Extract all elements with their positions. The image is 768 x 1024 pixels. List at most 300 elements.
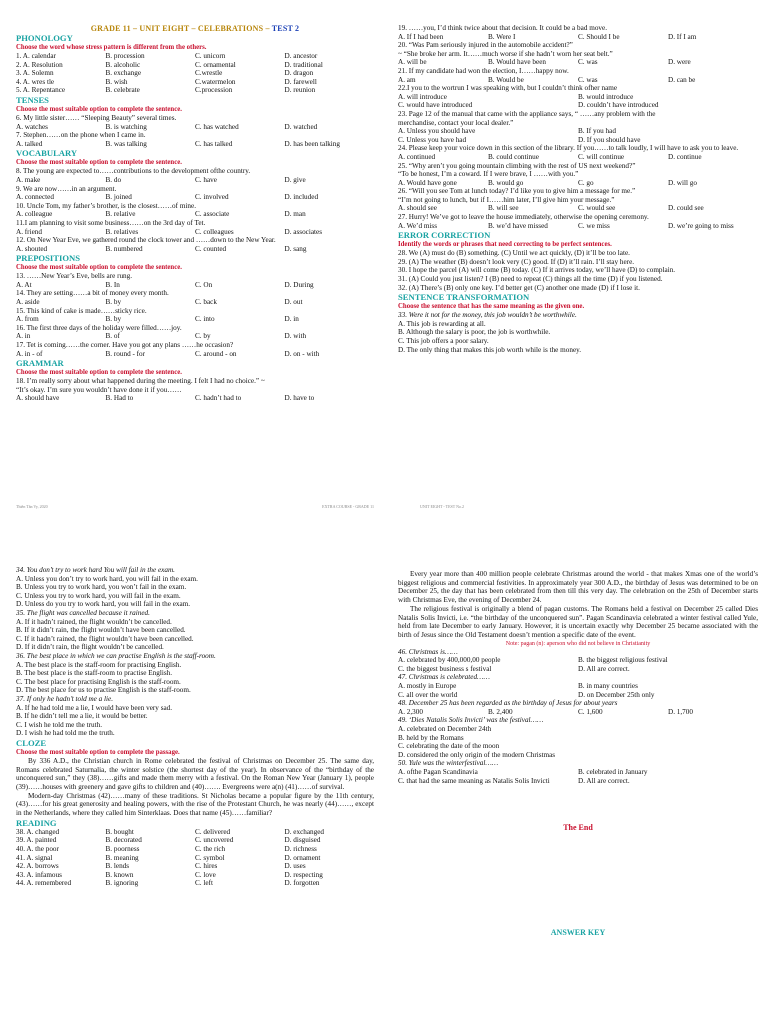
options-47 xyxy=(398,682,758,699)
answer-option: C. I wish he told me the truth. xyxy=(16,720,103,729)
answer-option: A. celebrated on December 24th xyxy=(398,724,492,733)
answer-option: C. colleagues xyxy=(195,227,234,236)
page-1 xyxy=(0,0,384,512)
answer-option: 40. A. the poor xyxy=(16,844,59,853)
answer-option: A. should have xyxy=(16,394,60,403)
question-17: 17. Tet is coming……the corner. Have you got any plans ……he occasion? xyxy=(16,341,234,350)
answer-option: C. the biggest business s festival xyxy=(398,664,492,673)
answer-option: C. love xyxy=(195,870,216,879)
options-14 xyxy=(16,298,374,307)
answer-option: D. During xyxy=(284,280,314,289)
options-46 xyxy=(398,656,758,673)
answer-option: A. Unless you don’t try to work hard, you will fail in the exam. xyxy=(16,574,198,583)
answer-option: C. uncovered xyxy=(195,836,234,845)
answer-option: D. we’re going to miss xyxy=(668,221,734,230)
answer-option: A. should see xyxy=(398,204,437,213)
answer-option: B. relatives xyxy=(105,227,139,236)
answer-option: D. The best place for us to practise English is the staff-room. xyxy=(16,686,191,695)
answer-option: C. ornamental xyxy=(195,60,236,69)
answer-option: D. ancestor xyxy=(284,52,318,60)
reading-option-row xyxy=(16,828,374,837)
question-47: 47. Christmas is celebrated…… xyxy=(398,673,490,682)
answer-option: D. man xyxy=(284,210,306,219)
instruction: Choose the word whose stress pattern is different from the others. xyxy=(16,44,207,51)
answer-option: C. we miss xyxy=(578,221,610,230)
answer-option: A. mostly in Europe xyxy=(398,682,457,690)
answer-option: A. friend xyxy=(16,227,42,236)
answer-option: B. numbered xyxy=(105,244,143,253)
instruction: Identify the words or phrases that need correcting to be perfect sentences. xyxy=(398,241,612,249)
options-7 xyxy=(16,140,374,149)
question-50: 50. Yule was the winterfestival…… xyxy=(398,759,499,768)
answer-option: C. that had the same meaning as Natalis Solis Invicti xyxy=(398,776,550,785)
answer-option: C. Unless you have had xyxy=(398,135,467,144)
answer-option: C. would see xyxy=(578,204,616,213)
answer-option: D. The only thing that makes this job worth while is the money. xyxy=(398,345,582,354)
answer-option: 1. A. calendar xyxy=(16,52,56,60)
error-correction-item: 29. (A) The weather (B) doesn’t look very (C) good. If (D) it’ll rain. I’ll stay here. xyxy=(398,257,635,266)
answer-option: D. richness xyxy=(284,844,317,853)
answer-option: D. give xyxy=(284,175,306,184)
question-12: 12. On New Year Eve, we gathered round the clock tower and ……down to the New Year. xyxy=(16,236,276,245)
answer-option: 4. A. wres tle xyxy=(16,77,55,86)
question-18-reply: “It’s okay. I’m sure you wouldn’t have done it if you…… xyxy=(16,385,182,394)
answer-option: A. If I had been xyxy=(398,32,444,41)
answer-option: A. in - of xyxy=(16,349,43,358)
answer-key-heading: ANSWER KEY xyxy=(550,928,606,938)
answer-option: A. We’d miss xyxy=(398,221,438,230)
answer-option: B. round - for xyxy=(105,349,146,358)
answer-option: D. ornament xyxy=(284,853,321,862)
answer-option: D. uses xyxy=(284,862,306,871)
answer-option: B. In xyxy=(105,280,120,289)
options-16 xyxy=(16,332,374,341)
answer-option: B. The best place is the staff-room to practise English. xyxy=(16,669,173,678)
question-24: 24. Please keep your voice down in this section of the library. If you……to talk loudly, I will have to ask you to leave. xyxy=(398,144,739,153)
page-4 xyxy=(384,512,768,1024)
answer-option: C. would have introduced xyxy=(398,101,473,110)
question-8: 8. The young are expected to……contributions to the development ofthe country. xyxy=(16,167,251,176)
options-13 xyxy=(16,281,374,290)
question-36: 36. The best place in which we can practise English is the staff-room. xyxy=(16,651,216,660)
options-37 xyxy=(16,704,374,738)
answer-option: D. I wish he had told me the truth. xyxy=(16,729,115,738)
phonology-question-row xyxy=(16,78,374,87)
error-correction-item: 30. I hope the parcel (A) will come (B) today. (C) If it arrives today, we’ll have (D) to complain. xyxy=(398,266,676,275)
answer-option: B. bought xyxy=(105,827,134,836)
answer-option: 42. A. borrows xyxy=(16,862,59,871)
question-21: 21. If my candidate had won the election, I……happy now. xyxy=(398,66,569,75)
options-6 xyxy=(16,123,374,132)
answer-option: B. known xyxy=(105,870,134,879)
answer-option: D. watched xyxy=(284,122,318,131)
answer-option: D. can be xyxy=(668,75,696,84)
answer-option: C. The best place for practising English is the staff-room. xyxy=(16,677,181,686)
answer-option: D. If I am xyxy=(668,32,697,41)
answer-option: A. make xyxy=(16,175,41,184)
page-footer xyxy=(400,504,758,509)
page-2 xyxy=(384,0,768,512)
question-27: 27. Hurry! We’ve got to leave the house immediately, otherwise the opening ceremony. xyxy=(398,213,649,222)
question-20-reply: ~ “She broke her arm. It……much worse if she hadn’t worn her seat belt.” xyxy=(398,49,613,58)
options-50 xyxy=(398,768,758,785)
section-tenses: TENSES xyxy=(16,94,49,105)
phonology-question-row xyxy=(16,86,374,95)
answer-option: B. If you had xyxy=(578,127,616,136)
answer-option: B. could continue xyxy=(488,152,539,161)
answer-option: B. celebrated in January xyxy=(578,767,648,776)
cloze-paragraph-1: By 336 A.D., the Christian church in Rome celebrated the festival of Christmas on December 25. The same day, Romans celebrated Saturnalia, the winter solstice (the shortest day of the year). In observance of the “birthday of the unconquered sun,” they (38)……gifts and made them merry with a festival. On the Roman New Year (January 1), people (39)……houses with greenery and gave gifts to children and (40)……. Evergreens were a(n) (41)……of survival. xyxy=(16,756,374,791)
options-24 xyxy=(398,153,758,162)
answer-option: D. has been talking xyxy=(284,139,340,148)
answer-option: A. The best place is the staff-room for practising English. xyxy=(16,660,182,669)
answer-option: B. Were I xyxy=(488,32,516,41)
answer-option: B. the biggest religious festival xyxy=(578,656,668,665)
question-7: 7. Stephen……on the phone when I came in. xyxy=(16,131,146,140)
answer-option: 41. A. signal xyxy=(16,853,53,862)
answer-option: C. celebrating the date of the moon xyxy=(398,742,500,751)
answer-option: B. wish xyxy=(105,77,128,86)
answer-option: C. counted xyxy=(195,244,227,253)
reading-option-row xyxy=(16,845,374,854)
answer-option: B. would go xyxy=(488,178,524,187)
answer-option: C. associate xyxy=(195,210,230,219)
reading-option-row xyxy=(16,854,374,863)
options-23 xyxy=(398,127,758,144)
question-35: 35. The flight was cancelled because it rained. xyxy=(16,608,150,617)
answer-option: D. in xyxy=(284,315,299,324)
reading-options xyxy=(16,828,374,888)
the-end-label: The End xyxy=(563,823,593,833)
answer-option: 3. A. Solemn xyxy=(16,69,54,78)
answer-option: C. delivered xyxy=(195,827,231,836)
options-26 xyxy=(398,204,758,213)
instruction: Choose the most suitable option to complete the sentence. xyxy=(16,264,182,272)
answer-option: C. If it hadn’t rained, the flight wouldn’t have been cancelled. xyxy=(16,634,194,643)
answer-option: D. continue xyxy=(668,152,702,161)
answer-option: D. If you should have xyxy=(578,135,641,144)
answer-option: C. have xyxy=(195,175,217,184)
phonology-question-row xyxy=(16,69,374,78)
options-34 xyxy=(16,575,374,609)
options-20 xyxy=(398,58,758,67)
answer-option: D. on December 25th only xyxy=(578,690,655,699)
answer-option: B. Had to xyxy=(105,394,134,403)
answer-option: C. all over the world xyxy=(398,690,458,699)
section-prepositions: PREPOSITIONS xyxy=(16,253,80,264)
instruction: Choose the most suitable option to complete the passage. xyxy=(16,748,180,756)
instruction: Choose the sentence that has the same meaning as the given one. xyxy=(398,303,585,311)
reading-option-row xyxy=(16,836,374,845)
answer-option: B. exchange xyxy=(105,69,142,78)
answer-option: B. of xyxy=(105,332,120,341)
title-main: GRADE 11 – UNIT EIGHT – CELEBRATIONS – xyxy=(90,24,272,33)
answer-option: C. has talked xyxy=(195,139,233,148)
answer-option: C. involved xyxy=(195,193,229,202)
footer-unit: UNIT EIGHT - TEST No.2 xyxy=(420,504,465,509)
answer-option: A. celebrated by 400,000,00 people xyxy=(398,656,501,665)
answer-option: A. aside xyxy=(16,298,40,307)
options-25 xyxy=(398,179,758,188)
options-8 xyxy=(16,176,374,185)
answer-option: A. will be xyxy=(398,58,427,67)
answer-option: D. exchanged xyxy=(284,827,325,836)
answer-option: A. If he had told me a lie, I would have been very sad. xyxy=(16,703,173,712)
section-cloze: CLOZE xyxy=(16,737,47,748)
footer-course: EXTRA COURSE - GRADE 11 xyxy=(322,504,374,509)
answer-option: D. dragon xyxy=(284,69,314,78)
options-9 xyxy=(16,193,374,202)
answer-option: C. around - on xyxy=(195,349,237,358)
answer-option: B. decorated xyxy=(105,836,142,845)
page-footer xyxy=(16,504,374,509)
footer-author: Thiên Tân Vy, 2020 xyxy=(16,504,48,509)
answer-option: B. would introduce xyxy=(578,92,634,101)
question-16: 16. The first three days of the holiday were filled……joy. xyxy=(16,323,182,332)
question-37: 37. If only he hadn’t told me a lie. xyxy=(16,694,114,703)
error-correction-item: 31. (A) Could you just listen? I (B) need to repeat (C) things all the time (D) if you listened. xyxy=(398,275,663,284)
answer-option: D. farewell xyxy=(284,77,317,86)
error-correction-item: 32. (A) There’s (B) only one key. I’d better get (C) another one made (D) if I lose it. xyxy=(398,283,640,292)
question-19: 19. ……you, I’d think twice about that decision. It could be a bad move. xyxy=(398,24,607,32)
answer-option: D. forgotten xyxy=(284,879,320,888)
error-correction-item: 28. We (A) must do (B) something. (C) Until we act quickly, (D) it’ll be too late. xyxy=(398,249,630,258)
options-12 xyxy=(16,245,374,254)
answer-option: B. lends xyxy=(105,862,130,871)
answer-option: D. considered the only origin of the modern Christmas xyxy=(398,750,556,759)
options-49 xyxy=(398,725,758,759)
section-sentence-transformation: SENTENCE TRANSFORMATION xyxy=(398,292,530,303)
answer-option: C. was xyxy=(578,58,598,67)
answer-option: D. Unless do you try to work hard, you will fail in the exam. xyxy=(16,600,191,609)
question-25-reply: “To be honest, I’m a coward. If I were brave, I ……with you.” xyxy=(398,170,579,179)
reading-option-row xyxy=(16,879,374,888)
answer-option: 5. A. Repentance xyxy=(16,86,66,95)
answer-option: A. in xyxy=(16,332,31,341)
question-11: 11.I am planning to visit some business……on the 3rd day of Tet. xyxy=(16,218,206,227)
answer-option: C. left xyxy=(195,879,213,888)
answer-option: B. poorness xyxy=(105,844,140,853)
answer-option: A. shouted xyxy=(16,244,48,253)
answer-option: B. we’d have missed xyxy=(488,221,548,230)
phonology-question-row xyxy=(16,61,374,70)
question-20: 20. “Was Pam seriously injured in the automobile accident?” xyxy=(398,41,573,50)
answer-option: C. 1,600 xyxy=(578,707,603,716)
answer-option: D. couldn’t have introduced xyxy=(578,101,659,110)
question-46: 46. Christmas is…… xyxy=(398,647,458,656)
answer-option: D. will go xyxy=(668,178,697,187)
question-26: 26. “Will you see Tom at lunch today? I’d like you to give him a message for me.” xyxy=(398,187,636,196)
question-23: 23. Page 12 of the manual that came with the appliance says, “ ……any problem with the xyxy=(398,109,656,118)
answer-option: C. Unless you try to work hard, you will fail in the exam. xyxy=(16,591,181,600)
answer-option: D. sang xyxy=(284,244,307,253)
answer-option: B. do xyxy=(105,175,122,184)
answer-option: C.watermelon xyxy=(195,77,236,86)
reading-option-row xyxy=(16,862,374,871)
answer-option: B. meaning xyxy=(105,853,139,862)
section-phonology: PHONOLOGY xyxy=(16,33,73,43)
answer-option: B. If it didn’t rain, the flight wouldn’t have been cancelled. xyxy=(16,626,186,635)
answer-option: B. celebrate xyxy=(105,86,140,95)
options-22 xyxy=(398,93,758,110)
answer-option: A. continued xyxy=(398,152,436,161)
answer-option: B. Would have been xyxy=(488,58,546,67)
answer-option: D. All are correct. xyxy=(578,664,630,673)
answer-option: D. have to xyxy=(284,394,315,403)
answer-option: B. will see xyxy=(488,204,519,213)
answer-option: B. by xyxy=(105,315,122,324)
answer-option: D. out xyxy=(284,298,303,307)
answer-option: C. into xyxy=(195,315,215,324)
title-test-number: TEST 2 xyxy=(271,24,300,33)
error-correction-items xyxy=(398,249,758,292)
reading-paragraph-1: Every year more than 400 million people celebrate Christmas around the world - that makes Xmas one of the world’s biggest religious and commercial festivities. In approximately year 300 A.D., the birthday of Jesus was determined to be on December 25, the day that has been celebrated from then till this very day. The celebration on the 25th of December starts with Christmas Eve, the evening of December 24. xyxy=(398,570,758,605)
question-22: 22.I you to the wortrun I was speaking with, but I couldn’t think ofher name xyxy=(398,84,618,93)
answer-option: D. with xyxy=(284,332,307,341)
answer-option: B. Would be xyxy=(488,75,524,84)
options-15 xyxy=(16,315,374,324)
reading-paragraph-2: The religious festival is originally a blend of pagan customs. The Romans held a festival on December 25 called Dies Natalis Solis Invicti, i.e. “the birthday of the unconquered sun”. Pagan Scandinavia celebrated a winter festival called Yule, held from late December to early January. However, it is uncertain exactly why December 25 became associated with the birth of Jesus since the Old Testament doesn’t mention a specific date of the event. xyxy=(398,604,758,639)
vocabulary-note: Note: pagan (n): aperson who did not believe in Christianity xyxy=(505,640,651,647)
answer-option: B. ignoring xyxy=(105,879,139,888)
answer-option: C. back xyxy=(195,298,217,307)
answer-option: D. were xyxy=(668,58,691,67)
answer-option: 38. A. changed xyxy=(16,827,60,836)
answer-option: 2. A. Resolution xyxy=(16,60,63,69)
answer-option: A. Would have gone xyxy=(398,178,457,187)
question-25: 25. “Why aren’t you going mountain climbing with the rest of US next weekend?” xyxy=(398,161,636,170)
answer-option: D. could see xyxy=(668,204,704,213)
answer-option: B. held by the Romans xyxy=(398,733,464,742)
answer-option: C.wrestle xyxy=(195,69,223,78)
answer-option: B. alcoholic xyxy=(105,60,141,69)
question-15: 15. This kind of cake is made……sticky rice. xyxy=(16,306,147,315)
test-title xyxy=(16,24,374,33)
question-34: 34. You don’t try to work hard You will fail in the exam. xyxy=(16,566,175,574)
answer-option: D. All are correct. xyxy=(578,776,630,785)
section-vocabulary: VOCABULARY xyxy=(16,148,78,159)
answer-option: C. hires xyxy=(195,862,218,871)
answer-option: C. by xyxy=(195,332,211,341)
answer-option: B. If he didn’t tell me a lie, it would be better. xyxy=(16,712,148,721)
answer-option: A. from xyxy=(16,315,39,324)
answer-option: A. Unless you should have xyxy=(398,127,476,136)
answer-option: B. relative xyxy=(105,210,136,219)
phonology-question-row xyxy=(16,52,374,61)
answer-option: B. by xyxy=(105,298,122,307)
answer-option: C.procession xyxy=(195,86,233,95)
answer-option: C. hadn’t had to xyxy=(195,394,242,403)
answer-option: D. included xyxy=(284,193,319,202)
answer-option: A. ofthe Pagan Scandinavia xyxy=(398,767,478,776)
answer-option: D. associates xyxy=(284,227,323,236)
question-23-cont: merchandise, contact your local dealer.” xyxy=(398,118,514,127)
answer-option: A. watches xyxy=(16,122,48,131)
answer-option: D. If it didn’t rain, the flight wouldn’t be cancelled. xyxy=(16,643,164,652)
question-10: 10. Uncle Tom, my father’s brother, is the closest……of mine. xyxy=(16,201,196,210)
answer-option: C. On xyxy=(195,280,213,289)
options-10 xyxy=(16,210,374,219)
answer-option: C. was xyxy=(578,75,598,84)
options-27 xyxy=(398,222,758,231)
answer-option: B. was talking xyxy=(105,139,147,148)
section-grammar: GRAMMAR xyxy=(16,358,64,369)
answer-option: 39. A. painted xyxy=(16,836,57,845)
question-49: 49. ‘Dies Natalis Solis Invicti’ was the festival…… xyxy=(398,716,544,725)
answer-option: D. on - with xyxy=(284,349,320,358)
options-21 xyxy=(398,76,758,85)
options-11 xyxy=(16,228,374,237)
answer-option: D. reunion xyxy=(284,86,316,95)
answer-option: A. connected xyxy=(16,193,54,202)
question-26-reply: “I’m not going to lunch, but if I……him later, I’ll give him your message.” xyxy=(398,195,615,204)
answer-option: C. This job offers a poor salary. xyxy=(398,337,489,345)
answer-option: A. colleague xyxy=(16,210,53,219)
answer-option: A. 2,300 xyxy=(398,707,423,716)
answer-option: B. is watching xyxy=(105,122,147,131)
answer-option: B. Although the salary is poor, the job is worthwhile. xyxy=(398,328,551,337)
answer-option: B. joined xyxy=(105,193,132,202)
options-18 xyxy=(16,394,374,403)
answer-option: 43. A. infamous xyxy=(16,870,62,879)
section-error-correction: ERROR CORRECTION xyxy=(398,230,491,241)
answer-option: A. talked xyxy=(16,139,43,148)
question-48: 48. December 25 has been regarded as the birthday of Jesus for about years xyxy=(398,699,618,708)
phonology-questions xyxy=(16,52,374,95)
answer-option: D. 1,700 xyxy=(668,707,693,716)
reading-option-row xyxy=(16,871,374,880)
options-35 xyxy=(16,618,374,652)
options-33 xyxy=(398,320,758,354)
question-18: 18. I’m really sorry about what happened during the meeting. I felt I had no choice.” ~ xyxy=(16,377,265,386)
answer-option: A. At xyxy=(16,280,32,289)
question-9: 9. We are now……in an argument. xyxy=(16,184,117,193)
cloze-paragraph-2: Modern-day Christmas (42)……many of these traditions. St Nicholas became a popular figure by the 11th century, (43)……for his great generosity and healing powers, with the rise of the Protestant Church, he was nearly (44)……, except in the Netherlands, where they called him Sinterklaas. Does that name (45)……familiar? xyxy=(16,791,374,818)
section-reading: READING xyxy=(16,817,57,828)
answer-option: D. traditional xyxy=(284,60,323,69)
answer-option: C. symbol xyxy=(195,853,225,862)
options-48 xyxy=(398,708,758,717)
question-13: 13. ……New Year’s Eve, bells are rung. xyxy=(16,272,133,281)
answer-option: A. If it hadn’t rained, the flight wouldn’t be cancelled. xyxy=(16,617,172,626)
answer-option: B. procession xyxy=(105,52,145,60)
answer-option: B. 2,400 xyxy=(488,707,513,716)
options-19 xyxy=(398,33,758,42)
answer-option: D. respecting xyxy=(284,870,323,879)
answer-option: C. will continue xyxy=(578,152,625,161)
instruction: Choose the most suitable option to complete the sentence. xyxy=(16,369,182,377)
answer-option: C. the rich xyxy=(195,844,226,853)
answer-option: B. in many countries xyxy=(578,682,638,690)
instruction: Choose the most suitable option to complete the sentence. xyxy=(16,159,182,167)
answer-option: D. disguised xyxy=(284,836,321,845)
instruction: Choose the most suitable option to complete the sentence. xyxy=(16,105,182,113)
answer-option: C. Should I be xyxy=(578,32,620,41)
answer-option: C. unicorn xyxy=(195,52,226,60)
options-36 xyxy=(16,661,374,695)
options-17 xyxy=(16,350,374,359)
answer-option: B. Unless you try to work hard, you won’t fail in the exam. xyxy=(16,583,187,592)
answer-option: A. will introduce xyxy=(398,92,447,101)
question-14: 14. They are setting……a bit of money every month. xyxy=(16,289,169,298)
answer-option: 44. A. remembered xyxy=(16,879,72,888)
answer-option: A. am xyxy=(398,75,416,84)
page-3 xyxy=(0,512,384,1024)
answer-option: A. This job is rewarding at all. xyxy=(398,319,486,328)
answer-option: C. go xyxy=(578,178,594,187)
answer-option: C. has watched xyxy=(195,122,239,131)
question-6: 6. My little sister…… “Sleeping Beauty” several times. xyxy=(16,113,177,122)
